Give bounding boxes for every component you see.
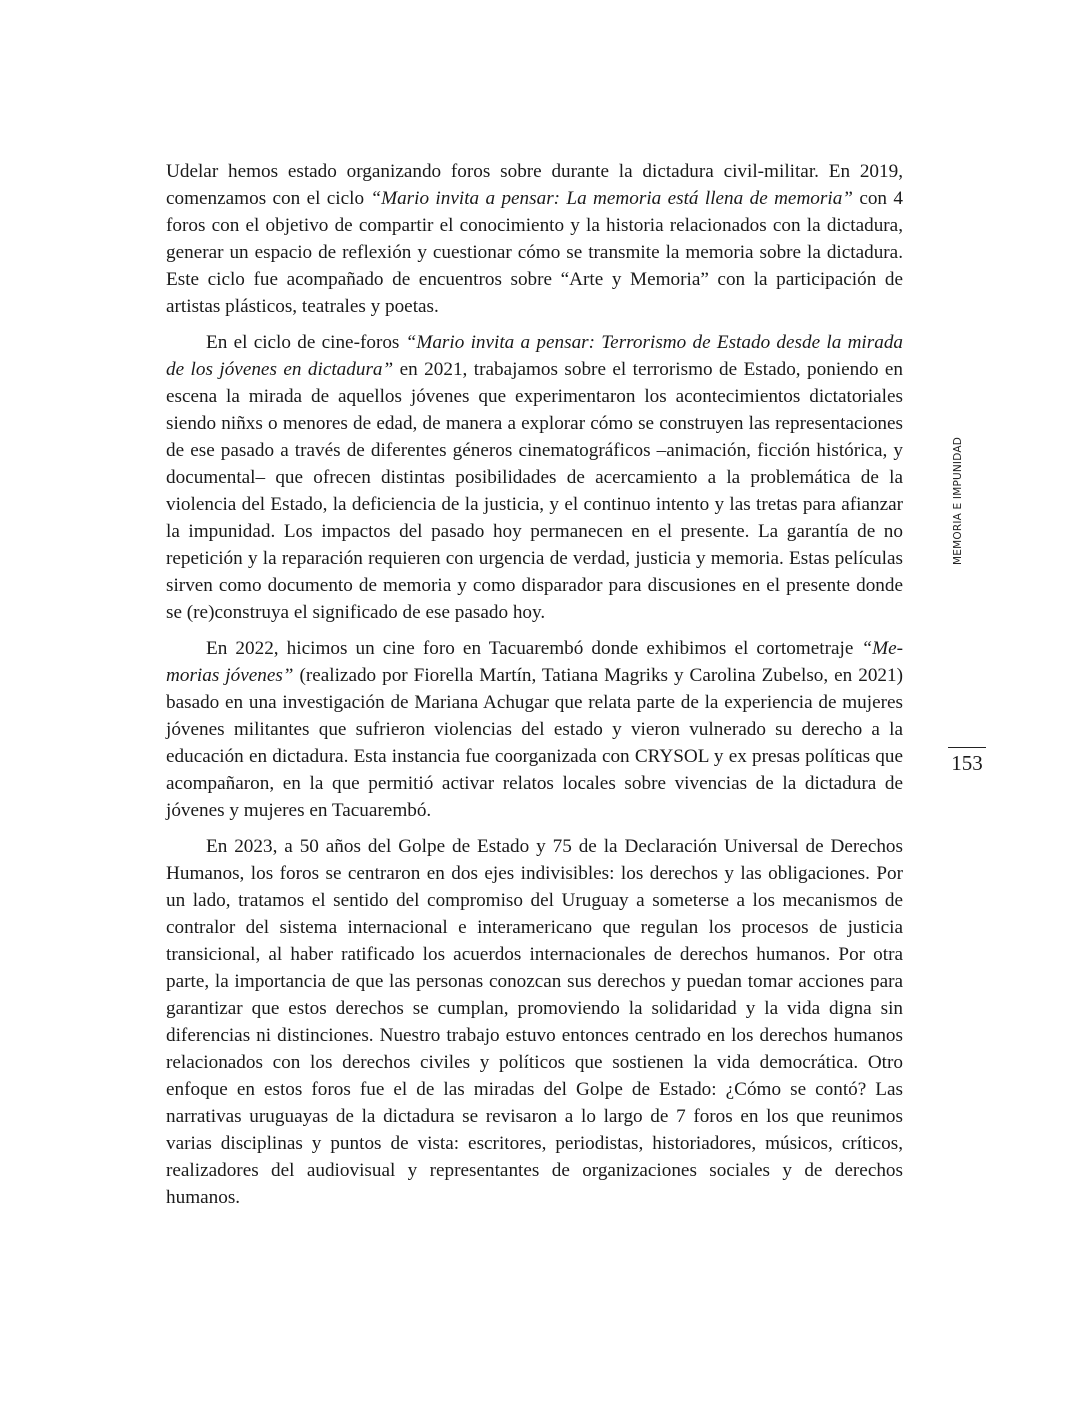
running-head: MEMORIA E IMPUNIDAD [952, 437, 964, 565]
body-text [166, 158, 903, 1220]
paragraph-text: En 2022, hicimos un cine foro en Tacuarembó donde exhibimos el cortometraje [206, 638, 862, 659]
italic-title: “Mario invita a pensar: Terrorismo de Estado desde la mirada de los jóvenes en dictadura” [166, 332, 904, 380]
paragraph-text: En el ciclo de cine-foros [206, 332, 406, 353]
paragraph-3 [166, 635, 903, 824]
paragraph-text: en 2021, trabajamos sobre el terrorismo de Estado, poniendo en escena la mirada de aquellos jóvenes que experimentaron los acontecimientos dictatoriales siendo niñxs o menores de edad, de manera a explorar cómo se construyen las representaciones de ese pasado a través de diferentes géneros cinematográficos –animación, ficción histórica, y documental– que ofrecen distintas posibilidades de acercamiento a la problemática de la violencia del Estado, la deficiencia de la justicia, y el continuo intento y las tretas para afianzar la impunidad. Los impactos del pasado hoy permanecen en el presente. La garantía de no repetición y la reparación requieren con urgencia de verdad, justicia y memoria. Estas películas sirven como documento de memoria y como disparador para discusiones en el presente donde se (re)construya el significado de ese pasado hoy. [166, 359, 903, 623]
paragraph-2 [166, 329, 903, 626]
italic-title: “Memorias jóvenes” [166, 638, 903, 686]
paragraph-text: Udelar hemos estado organizando foros sobre durante la dictadura civil-militar. En 2019, comenzamos con el ciclo [166, 161, 903, 209]
paragraph-text: En 2023, a 50 años del Golpe de Estado y 75 de la Declaración Universal de Derechos Humanos, los foros se centraron en dos ejes indivisibles: los derechos y las obligaciones. Por un lado, tratamos el sentido del compromiso del Uruguay a someterse a los mecanismos de contralor del sistema internacional e interamericano que regulan los procesos de justicia transicional, al haber ratificado los acuerdos internacionales de derechos humanos. Por otra parte, la importancia de que las personas conozcan sus derechos y puedan tomar acciones para garantizar que estos derechos se cumplan, promoviendo la solidaridad y la vida digna sin diferencias ni distinciones. Nuestro trabajo estuvo entonces centrado en los derechos humanos relacionados con los derechos civiles y políticos que sostienen la vida democrática. Otro enfoque en estos foros fue el de las miradas del Golpe de Estado: ¿Cómo se contó? Las narrativas uruguayas de la dictadura se revisaron a lo largo de 7 foros en los que reunimos varias disciplinas y puntos de vista: escritores, periodistas, historiadores, músicos, críticos, realizadores del audiovisual y representantes de organizaciones sociales y de derechos humanos. [166, 836, 903, 1208]
paragraph-1 [166, 158, 903, 320]
paragraph-text: (realizado por Fiorella Martín, Tatiana Magriks y Carolina Zubelso, en 2021) basado en una investigación de Mariana Achugar que relata parte de la experiencia de mujeres jóvenes militantes que sufrieron violencias del estado y vieron vulnerado su derecho a la educación en dictadura. Esta instancia fue coorganizada con CRYSOL y ex presas políticas que acompañaron, en la que permitió activar relatos locales sobre vivencias de la dictadura de jóvenes y mujeres en Tacuarembó. [166, 665, 903, 821]
italic-title: “Mario invita a pensar: La memoria está llena de memoria” [370, 188, 853, 209]
paragraph-text: con 4 foros con el objetivo de compartir el conocimiento y la historia relacionados con la dictadura, generar un espacio de reflexión y cuestionar cómo se transmite la memoria sobre la dictadura. Este ciclo fue acompañado de encuentros sobre “Arte y Memoria” con la participación de artistas plásticos, teatrales y poetas. [166, 188, 903, 317]
paragraph-4 [166, 833, 903, 1211]
page-number: 153 [948, 747, 986, 776]
